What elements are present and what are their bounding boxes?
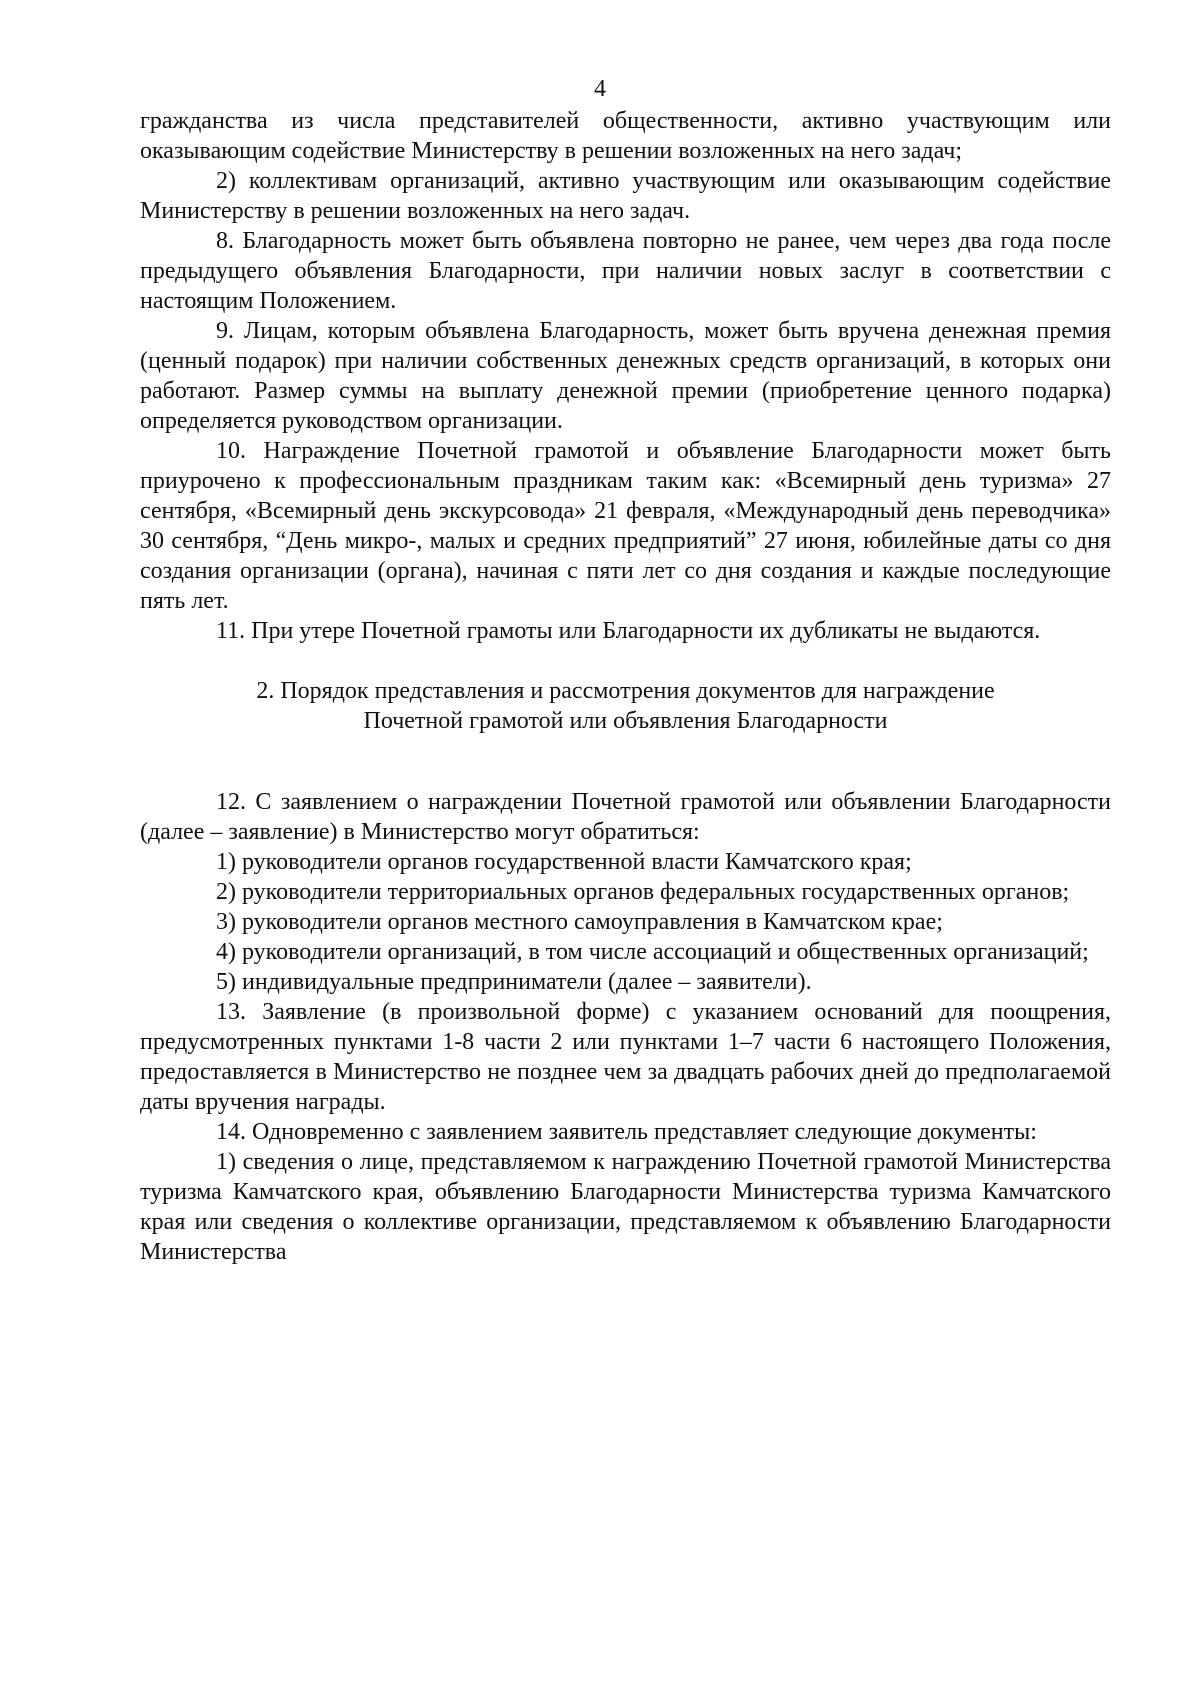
paragraph-12-item-4: 4) руководители организаций, в том числе ассоциаций и общественных организаций; [216,939,1089,965]
page-number: 4 [594,76,606,102]
document-body [140,106,1111,1267]
paragraph-10: 10. Награждение Почетной грамотой и объявление Благодарности может быть приурочено к профессиональным праздникам таким как: «Всемирный день туризма» 27 сентября, «Всемирный день экскурсовода» 21 февраля, «Международный день переводчика» 30 сентября, “День микро-, малых и средних предприятий” 27 июня, юбилейные даты со дня создания организации (органа), начиная с пяти лет со дня создания и каждые последующие пять лет. [140,438,1111,614]
section-heading [140,676,1111,736]
paragraph-13: 13. Заявление (в произвольной форме) с указанием оснований для поощрения, предусмотренных пунктами 1-8 части 2 или пунктами 1–7 части 6 настоящего Положения, предоставляется в Министерство не позднее чем за двадцать рабочих дней до предполагаемой даты вручения награды. [140,999,1111,1115]
paragraph-14: 14. Одновременно с заявлением заявитель представляет следующие документы: [216,1119,1037,1145]
paragraph-12-item-5: 5) индивидуальные предприниматели (далее – заявители). [216,969,812,995]
paragraph-item-2-collectives: 2) коллективам организаций, активно участвующим или оказывающим содействие Министерству в решении возложенных на него задач. [140,168,1111,224]
paragraph-9: 9. Лицам, которым объявлена Благодарность, может быть вручена денежная премия (ценный подарок) при наличии собственных денежных средств организаций, в которых они работают. Размер суммы на выплату денежной премии (приобретение ценного подарка) определяется руководством организации. [140,318,1111,434]
section-heading-line-1: 2. Порядок представления и рассмотрения документов для награждение [256,678,995,704]
paragraph-8: 8. Благодарность может быть объявлена повторно не ранее, чем через два года после предыдущего объявления Благодарности, при наличии новых заслуг в соответствии с настоящим Положением. [140,228,1111,314]
paragraph-12-item-1: 1) руководители органов государственной власти Камчатского края; [216,849,912,875]
section-heading-line-2: Почетной грамотой или объявления Благодарности [363,708,888,734]
paragraph-11: 11. При утере Почетной грамоты или Благодарности их дубликаты не выдаются. [216,618,1041,644]
paragraph-14-item-1: 1) сведения о лице, представляемом к награждению Почетной грамотой Министерства туризма Камчатского края, объявлению Благодарности Министерства туризма Камчатского края или сведения о коллективе организации, представляемом к объявлению Благодарности Министерства [140,1149,1111,1265]
paragraph-12: 12. С заявлением о награждении Почетной грамотой или объявлении Благодарности (далее – заявление) в Министерство могут обратиться: [140,789,1111,845]
paragraph-12-item-2: 2) руководители территориальных органов федеральных государственных органов; [216,879,1070,905]
paragraph-continuation: гражданства из числа представителей общественности, активно участвующим или оказывающим содействие Министерству в решении возложенных на него задач; [140,108,1111,164]
paragraph-12-item-3: 3) руководители органов местного самоуправления в Камчатском крае; [216,909,943,935]
